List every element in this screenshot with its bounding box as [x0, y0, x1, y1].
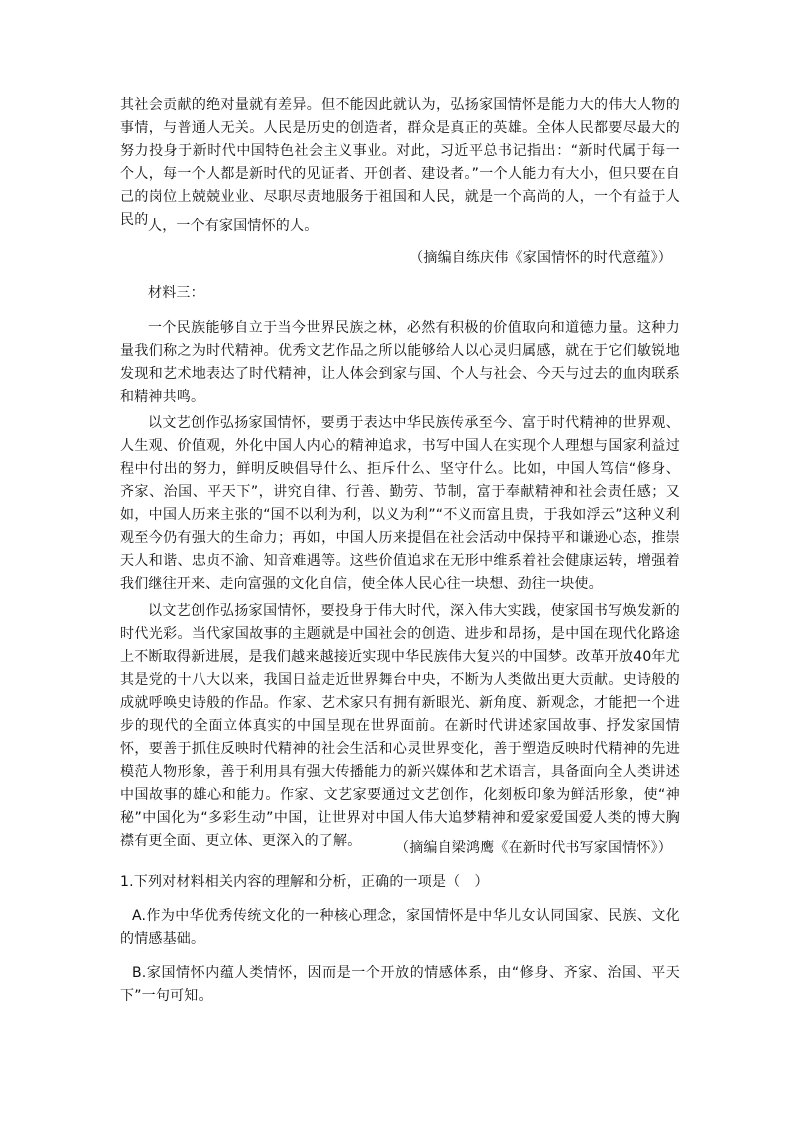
paragraph-continuation: 其社会贡献的绝对量就有差异。但不能因此就认为，弘扬家国情怀是能力大的伟大人物的事情，与普通人无关。人民是历史的创造者，群众是真正的英雄。全体人民都要尽最大的努力投身于新时代中国特色社会主义事业。对此，习近平总书记指出：“新时代属于每一个人，每一个人都是新时代的见证者、开创者、建设者。”一个人能力有大小，但只要在自己的岗位上兢兢业业、尽职尽责地服务于祖国和人民，就是一个高尚的人，一个有益于人民的 — [120, 97, 680, 228]
source-citation-material-3: （摘编自梁鸿鹰《在新时代书写家国情怀》） — [395, 840, 672, 856]
material-3-paragraph-2: 以文艺创作弘扬家国情怀，要勇于表达中华民族传承至今、富于时代精神的世界观、人生观、价值观，外化中国人内心的精神追求，书写中国人在实现个人理想与国家利益过程中付出的努力，鲜明反映倡导什么、拒斥什么、坚守什么。比如，中国人笃信“修身、齐家、治国、平天下”，讲究自律、行善、勤劳、节制，富于奉献精神和社会责任感；又如，中国人历来主张的“国不以利为利，以义为利”“不义而富且贵，于我如浮云”这种义利观至今仍有强大的生命力；再如，中国人历来提倡在社会活动中保持平和谦逊心态，推崇天人和谐、忠贞不渝、知音难遇等。这些价值追求在无形中维系着社会健康运转，增强着我们继往开来、走向富强的文化自信，使全体人民心往一块想、劲往一块使。 — [120, 415, 680, 592]
material-3-paragraph-1: 一个民族能够自立于当今世界民族之林，必然有积极的价值取向和道德力量。这种力量我们称之为时代精神。优秀文艺作品之所以能够给人以心灵归属感，就在于它们敏锐地发现和艺术地表达了时代精神，让人体会到家与国、个人与社会、今天与过去的血肉联系和精神共鸣。 — [120, 320, 680, 405]
material-3-heading: 材料三： — [148, 285, 205, 301]
material-3-paragraph-3: 以文艺创作弘扬家国情怀，要投身于伟大时代，深入伟大实践，使家国书写焕发新的时代光彩。当代家国故事的主题就是中国社会的创造、进步和昂扬，是中国在现代化路途上不断取得新进展，是我们越来越接近实现中华民族伟大复兴的中国梦。改革开放40年尤其是党的十八大以来，我国日益走近世界舞台中央，不断为人类做出更大贡献。史诗般的成就呼唤史诗般的作品。作家、艺术家只有拥有新眼光、新角度、新观念，才能把一个进步的现代的全面立体真实的中国呈现在世界面前。在新时代讲述家国故事、抒发家国情怀，要善于抓住反映时代精神的社会生活和心灵世界变化，善于塑造反映时代精神的先进模范人物形象，善于利用具有强大传播能力的新兴媒体和艺术语言，具备面向全人类讲述中国故事的雄心和能力。作家、文艺家要通过文艺创作，化刻板印象为鲜活形象，使“神秘”中国化为“多彩生动”中国，让世界对中国人伟大追梦精神和爱家爱国爱人类的博大胸襟有更全面、更立体、更深入的了解。 — [120, 603, 680, 849]
source-citation-material-2: （摘编自练庆伟《家国情怀的时代意蕴》） — [409, 250, 672, 266]
question-1-option-b: B.家国情怀内蕴人类情怀，因而是一个开放的情感体系，由“修身、齐家、治国、平天下”一句可知。 — [120, 965, 680, 1004]
question-1-stem: 1.下列对材料相关内容的理解和分析，正确的一项是（ ） — [120, 874, 489, 890]
question-1-option-a: A.作为中华优秀传统文化的一种核心理念，家国情怀是中华儿女认同国家、民族、文化的情感基础。 — [120, 908, 680, 947]
paragraph-continuation-tail: 人，一个有家国情怀的人。 — [148, 218, 319, 234]
